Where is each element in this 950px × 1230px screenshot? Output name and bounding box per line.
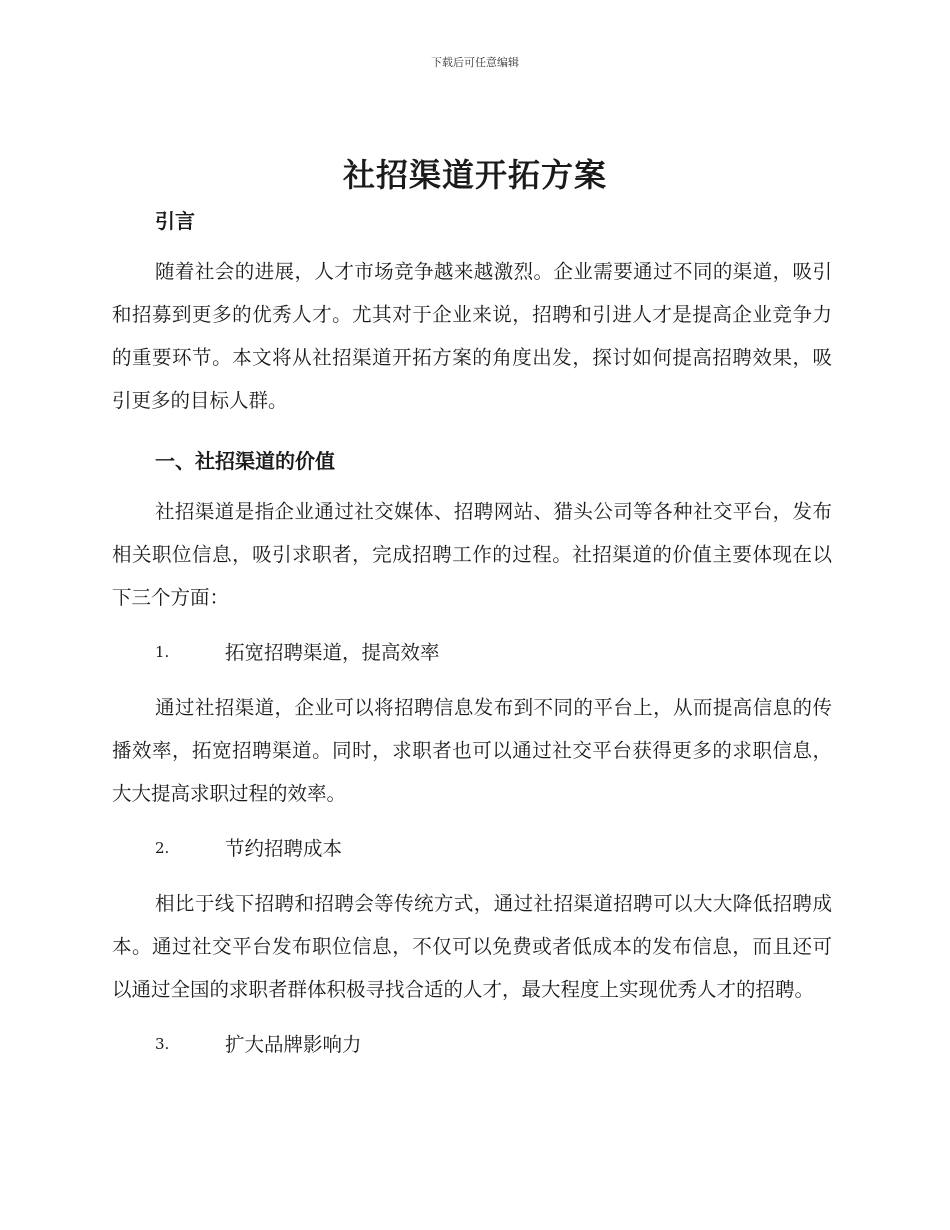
list-label: 节约招聘成本 bbox=[225, 837, 343, 860]
document-title: 社招渠道开拓方案 bbox=[342, 156, 607, 194]
list-item-1-paragraph: 通过社招渠道，企业可以将招聘信息发布到不同的平台上，从而提高信息的传播效率，拓宽招聘渠道。同时，求职者也可以通过社交平台获得更多的求职信息，大大提高求职过程的效率。 bbox=[112, 696, 832, 805]
list-number: 2. bbox=[155, 839, 170, 857]
section-1-paragraph: 社招渠道是指企业通过社交媒体、招聘网站、猎头公司等各种社交平台，发布相关职位信息，吸引求职者，完成招聘工作的过程。社招渠道的价值主要体现在以下三个方面： bbox=[112, 500, 832, 609]
list-item-2 bbox=[112, 827, 832, 870]
list-number: 1. bbox=[155, 643, 170, 661]
intro-heading: 引言 bbox=[155, 209, 195, 233]
page-header-note: 下载后可任意编辑 bbox=[431, 56, 519, 69]
list-item-3 bbox=[112, 1023, 832, 1066]
list-label: 拓宽招聘渠道，提高效率 bbox=[225, 641, 440, 664]
section-1-heading: 一、社招渠道的价值 bbox=[155, 449, 335, 473]
list-number: 3. bbox=[155, 1035, 170, 1053]
list-item-2-paragraph: 相比于线下招聘和招聘会等传统方式，通过社招渠道招聘可以大大降低招聘成本。通过社交平台发布职位信息，不仅可以免费或者低成本的发布信息，而且还可以通过全国的求职者群体积极寻找合适的人才，最大程度上实现优秀人才的招聘。 bbox=[112, 892, 832, 1001]
list-label: 扩大品牌影响力 bbox=[225, 1033, 362, 1056]
document-body bbox=[112, 204, 832, 1066]
intro-paragraph: 随着社会的进展，人才市场竞争越来越激烈。企业需要通过不同的渠道，吸引和招募到更多的优秀人才。尤其对于企业来说，招聘和引进人才是提高企业竞争力的重要环节。本文将从社招渠道开拓方案的角度出发，探讨如何提高招聘效果，吸引更多的目标人群。 bbox=[112, 260, 832, 412]
list-item-1 bbox=[112, 631, 832, 674]
